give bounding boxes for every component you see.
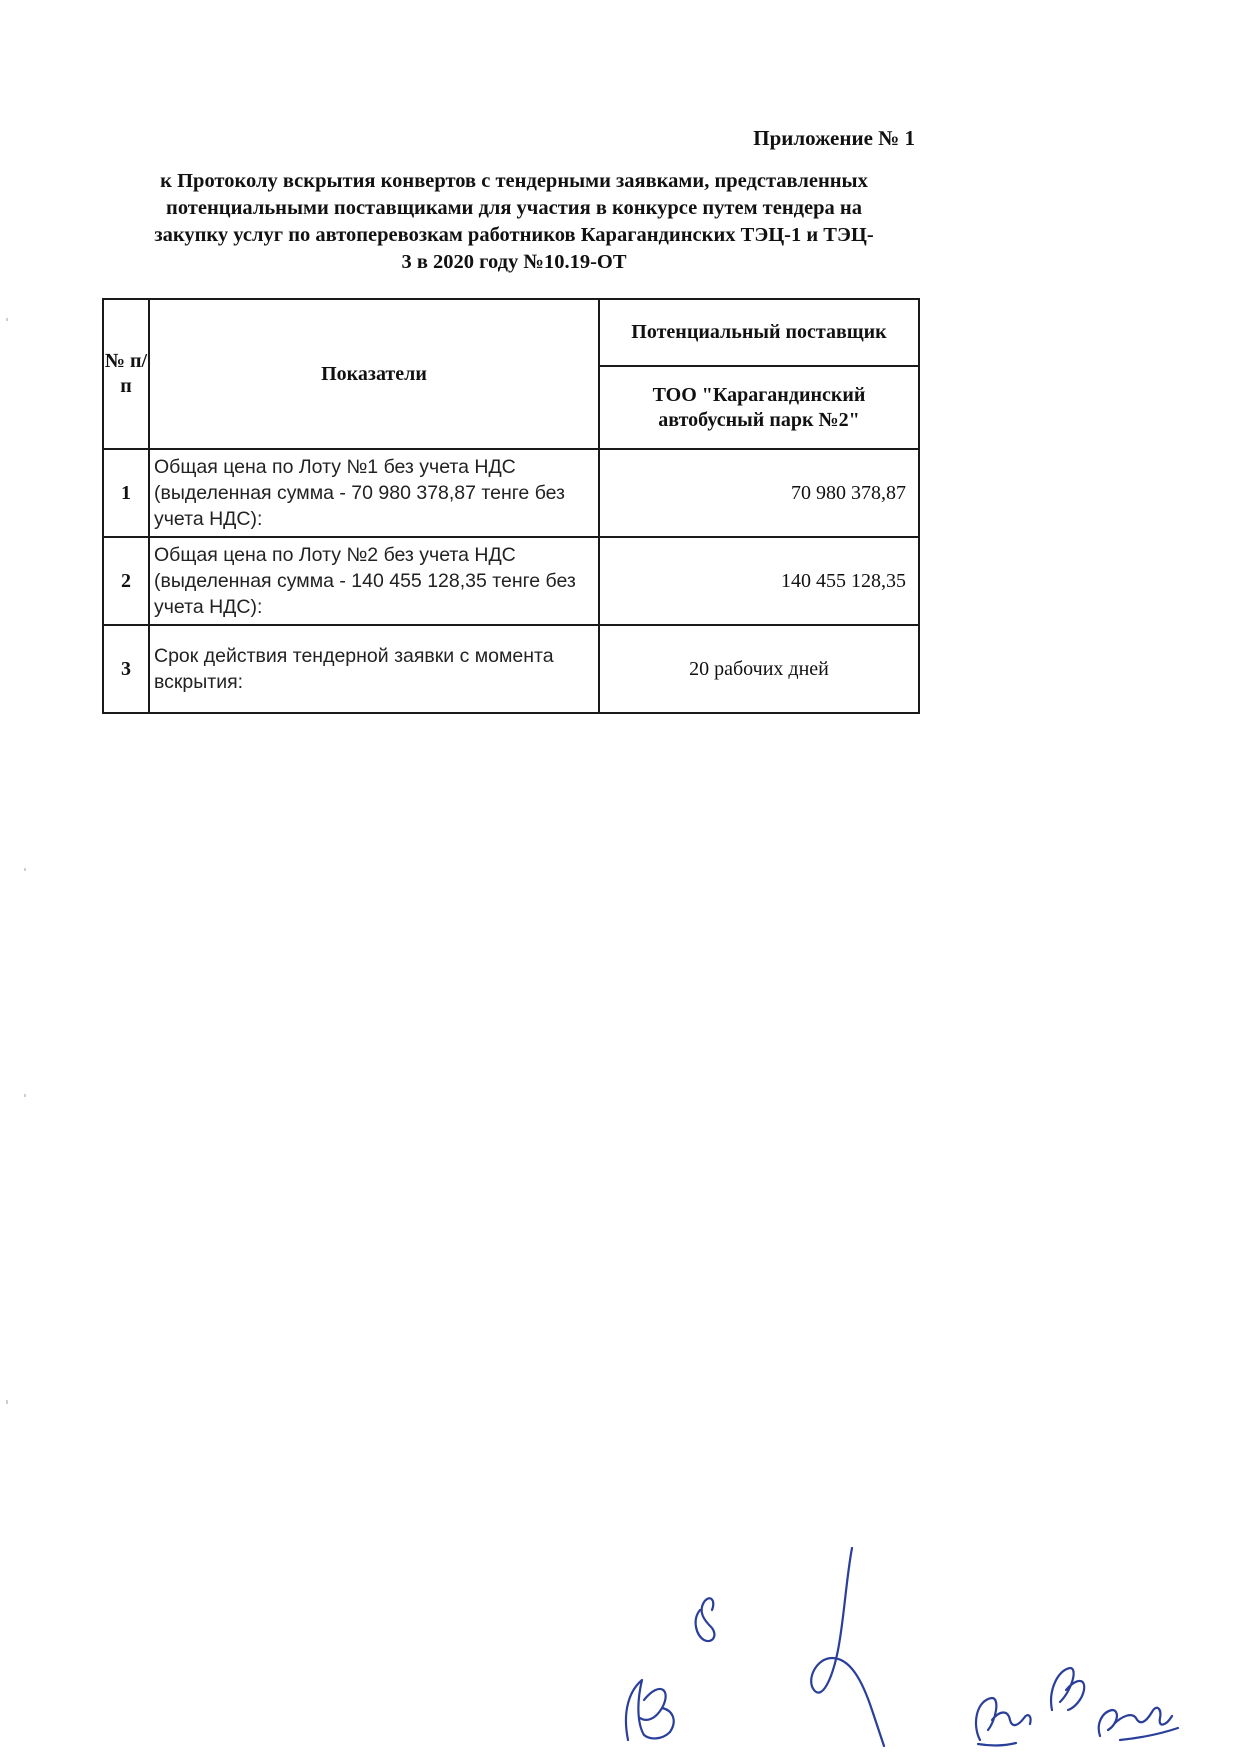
- row-value: 20 рабочих дней: [599, 625, 919, 713]
- header-supplier-name: ТОО "Карагандинский автобусный парк №2": [599, 366, 919, 449]
- row-num: 3: [103, 625, 149, 713]
- signature-4: [976, 1698, 1031, 1740]
- table-header-row: [103, 299, 919, 366]
- heading-line: закупку услуг по автоперевозкам работников Карагандинских ТЭЦ-1 и ТЭЦ-: [154, 224, 874, 246]
- row-value: 70 980 378,87: [599, 449, 919, 537]
- signature-3: [811, 1548, 884, 1746]
- row-value: 140 455 128,35: [599, 537, 919, 625]
- row-indicator: Общая цена по Лоту №1 без учета НДС (выделенная сумма - 70 980 378,87 тенге без учета НДС):: [149, 449, 599, 537]
- signatures-drawing: [600, 1540, 1220, 1754]
- signatures: [600, 1540, 1220, 1754]
- table-row: [103, 537, 919, 625]
- table-row: [103, 625, 919, 713]
- heading-line: 3 в 2020 году №10.19-ОТ: [401, 251, 627, 273]
- row-indicator: Общая цена по Лоту №2 без учета НДС (выделенная сумма - 140 455 128,35 тенге без учета НДС):: [149, 537, 599, 625]
- scan-artifact: [24, 868, 26, 871]
- protocol-heading: [110, 168, 918, 276]
- header-indicators: Показатели: [149, 299, 599, 449]
- heading-line: к Протоколу вскрытия конвертов с тендерными заявками, представленных: [160, 170, 868, 192]
- header-supplier-group: Потенциальный поставщик: [599, 299, 919, 366]
- scan-artifact: [6, 318, 8, 321]
- signature-2: [696, 1598, 715, 1641]
- header-num: № п/п: [103, 299, 149, 449]
- row-num: 2: [103, 537, 149, 625]
- signature-5: [1051, 1668, 1084, 1710]
- table-row: [103, 449, 919, 537]
- results-table: [102, 298, 920, 714]
- signature-1: [626, 1680, 674, 1740]
- signature-6: [1099, 1708, 1178, 1740]
- row-num: 1: [103, 449, 149, 537]
- row-indicator: Срок действия тендерной заявки с момента вскрытия:: [149, 625, 599, 713]
- scan-artifact: [24, 1094, 26, 1097]
- appendix-title: Приложение № 1: [753, 126, 915, 150]
- scan-artifact: [6, 1400, 8, 1404]
- signature-4-underline: [978, 1743, 1016, 1745]
- heading-line: потенциальными поставщиками для участия в конкурсе путем тендера на: [166, 197, 862, 219]
